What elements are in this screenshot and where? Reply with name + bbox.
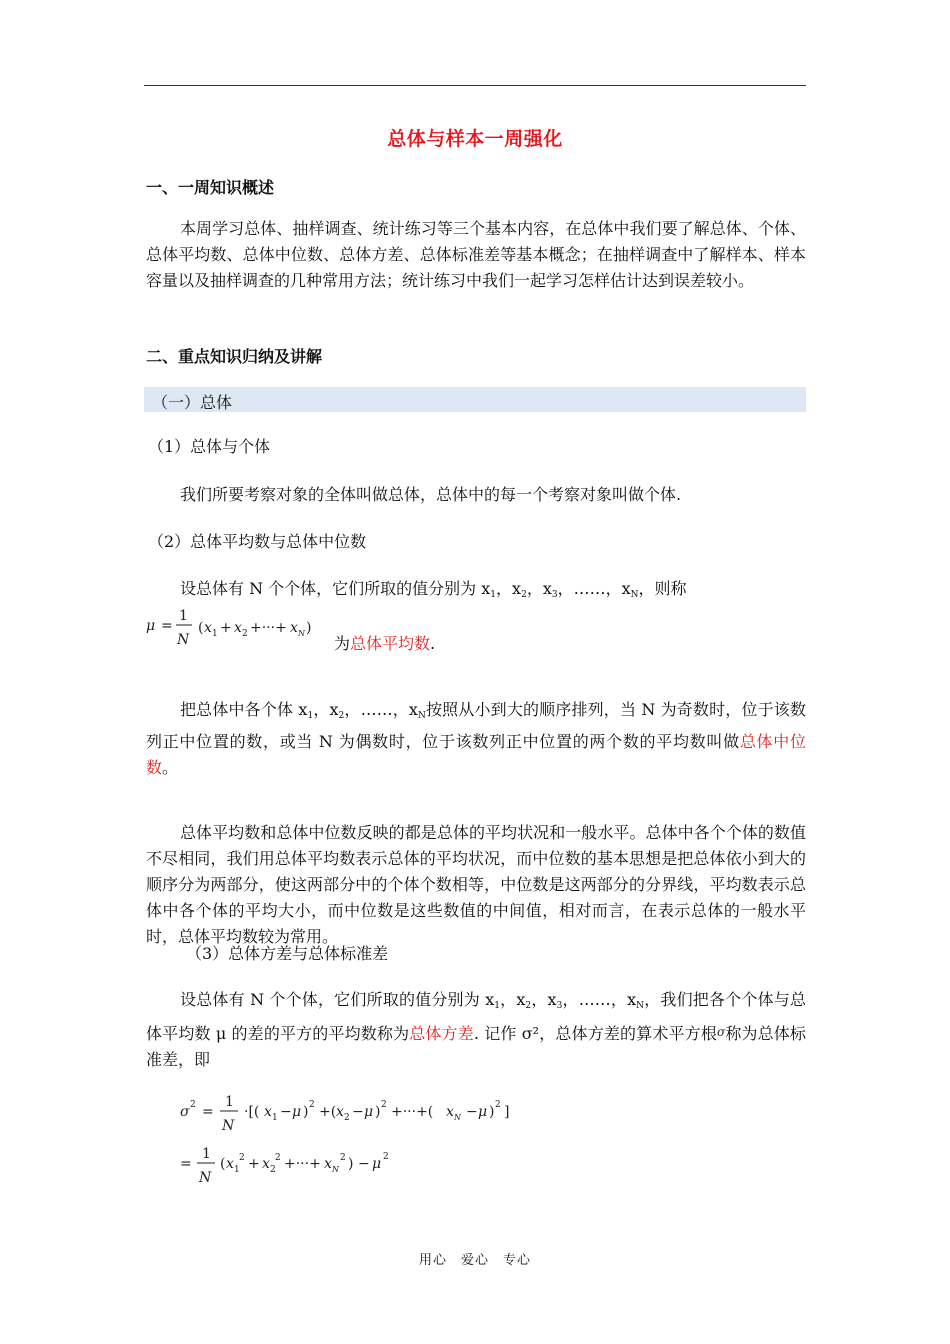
heading-variance: （3）总体方差与总体标准差 — [186, 944, 389, 963]
svg-text:): ) — [489, 1104, 495, 1120]
svg-text:μ: μ — [146, 618, 156, 634]
variance-term: 总体方差 — [409, 1024, 474, 1043]
header-rule — [144, 85, 806, 86]
subsection-band — [144, 387, 806, 412]
svg-text:1: 1 — [179, 608, 188, 624]
svg-text:=: = — [180, 1156, 192, 1172]
svg-text:μ: μ — [478, 1104, 488, 1120]
svg-text:μ: μ — [292, 1104, 302, 1120]
svg-text:2: 2 — [239, 1153, 245, 1163]
svg-text:x: x — [204, 620, 212, 636]
svg-text:=: = — [161, 618, 173, 634]
svg-text:1: 1 — [234, 1165, 240, 1175]
mean-formula — [144, 600, 344, 652]
mean-median-explanation: 总体平均数和总体中位数反映的都是总体的平均状况和一般水平。总体中各个个体的数值不尽相同，我们用总体平均数表示总体的平均状况，而中位数的基本思想是把总体依小到大的顺序分为两部分，使这两部分中的个体个数相等，中位数是这两部分的分界线，平均数表示总体中各个体的平均大小，而中位数是这些数值的中间值，相对而言，在表示总体的一般水平时，总体平均数较为常用。 — [146, 823, 806, 946]
svg-text:N: N — [298, 629, 305, 638]
svg-text:): ) — [306, 620, 312, 636]
svg-text:2: 2 — [242, 629, 248, 639]
svg-text:μ: μ — [372, 1156, 382, 1172]
overview-paragraph: 本周学习总体、抽样调查、统计练习等三个基本内容，在总体中我们要了解总体、个体、总体平均数、总体中位数、总体方差、总体标准差等基本概念；在抽样调查中了解样本、样本容量以及抽样调查的几种常用方法；统计练习中我们一起学习怎样估计达到误差较小。 — [146, 219, 806, 290]
heading-mean-median: （2）总体平均数与总体中位数 — [148, 532, 367, 551]
svg-text:+(: +( — [319, 1104, 337, 1120]
section-heading-overview: 一、一周知识概述 — [146, 178, 275, 197]
svg-text:−: − — [466, 1104, 478, 1120]
svg-text:x: x — [290, 620, 298, 636]
svg-text:+: + — [248, 1156, 260, 1172]
svg-text:x: x — [324, 1156, 332, 1172]
svg-text:(: ( — [220, 1156, 226, 1172]
svg-text:σ: σ — [180, 1104, 190, 1120]
svg-text:−: − — [358, 1156, 370, 1172]
population-definition: 我们所要考察对象的全体叫做总体，总体中的每一个考察对象叫做个体. — [180, 485, 682, 504]
svg-text:+···+(: +···+( — [391, 1104, 434, 1120]
svg-text:2: 2 — [381, 1100, 387, 1110]
svg-text:N: N — [222, 1118, 235, 1134]
svg-text:2: 2 — [495, 1100, 501, 1110]
svg-text:x: x — [234, 620, 242, 636]
svg-text:+: + — [220, 620, 232, 636]
svg-text:·[(: ·[( — [244, 1104, 260, 1120]
svg-text:x: x — [226, 1156, 234, 1172]
svg-text:N: N — [199, 1170, 212, 1186]
svg-text:2: 2 — [270, 1165, 276, 1175]
mean-term: 总体平均数 — [350, 634, 431, 653]
svg-text:(: ( — [198, 620, 204, 636]
svg-text:1: 1 — [272, 1113, 278, 1123]
subsection-band-label: （一）总体 — [152, 393, 233, 412]
section-heading-key-points: 二、重点知识归纳及讲解 — [146, 347, 323, 366]
median-paragraph: 把总体中各个体 $x_1$，$x_2$，……，$x_N$按照从小到大的顺序排列，当 N 为奇数时，位于该数列正中位置的数，或当 N 为偶数时，位于该数列正中位置的两个数的平均数叫做总体中位数。 — [146, 700, 806, 777]
svg-text:2: 2 — [190, 1100, 196, 1110]
svg-text:1: 1 — [202, 1146, 211, 1162]
svg-text:]: ] — [504, 1104, 510, 1120]
page-title: 总体与样本一周强化 — [387, 128, 563, 150]
svg-text:μ: μ — [364, 1104, 374, 1120]
svg-text:N: N — [454, 1113, 461, 1122]
svg-text:x: x — [262, 1156, 270, 1172]
svg-text:2: 2 — [309, 1100, 315, 1110]
svg-text:2: 2 — [340, 1153, 346, 1163]
svg-text:2: 2 — [344, 1113, 350, 1123]
svg-text:N: N — [177, 632, 190, 648]
mean-intro-line: 设总体有 N 个个体，它们所取的值分别为 $x_1$，$x_2$，$x_3$，……，$x_N$，则称 — [180, 579, 687, 600]
svg-text:N: N — [332, 1165, 339, 1174]
svg-text:+···+: +···+ — [250, 620, 287, 636]
svg-text:−: − — [352, 1104, 364, 1120]
svg-text:x: x — [336, 1104, 344, 1120]
svg-text:2: 2 — [383, 1152, 389, 1162]
heading-population-individual: （1）总体与个体 — [148, 437, 271, 456]
svg-text:1: 1 — [225, 1094, 234, 1110]
svg-text:x: x — [264, 1104, 272, 1120]
svg-text:): ) — [348, 1156, 354, 1172]
page-footer: 用心 爱心 专心 — [418, 1253, 531, 1268]
median-term: 总体中位数 — [146, 732, 806, 777]
variance-paragraph: 设总体有 N 个个体，它们所取的值分别为 $x_1$，$x_2$，$x_3$，……，$x_N$，我们把各个个体与总体平均数 μ 的差的平方的平均数称为总体方差. 记作 σ²，总体方差的算术平方根σ称为总体标准差，即 — [146, 990, 806, 1069]
svg-text:x: x — [446, 1104, 454, 1120]
svg-text:1: 1 — [212, 629, 218, 639]
svg-text:−: − — [280, 1104, 292, 1120]
svg-text:): ) — [375, 1104, 381, 1120]
svg-text:=: = — [202, 1104, 214, 1120]
variance-formula — [176, 1082, 576, 1192]
svg-text:+···+: +···+ — [284, 1156, 321, 1172]
sigma-symbol: σ — [716, 1025, 726, 1039]
mean-formula-caption: 为总体平均数. — [334, 634, 436, 653]
svg-text:): ) — [303, 1104, 309, 1120]
svg-text:2: 2 — [275, 1153, 281, 1163]
